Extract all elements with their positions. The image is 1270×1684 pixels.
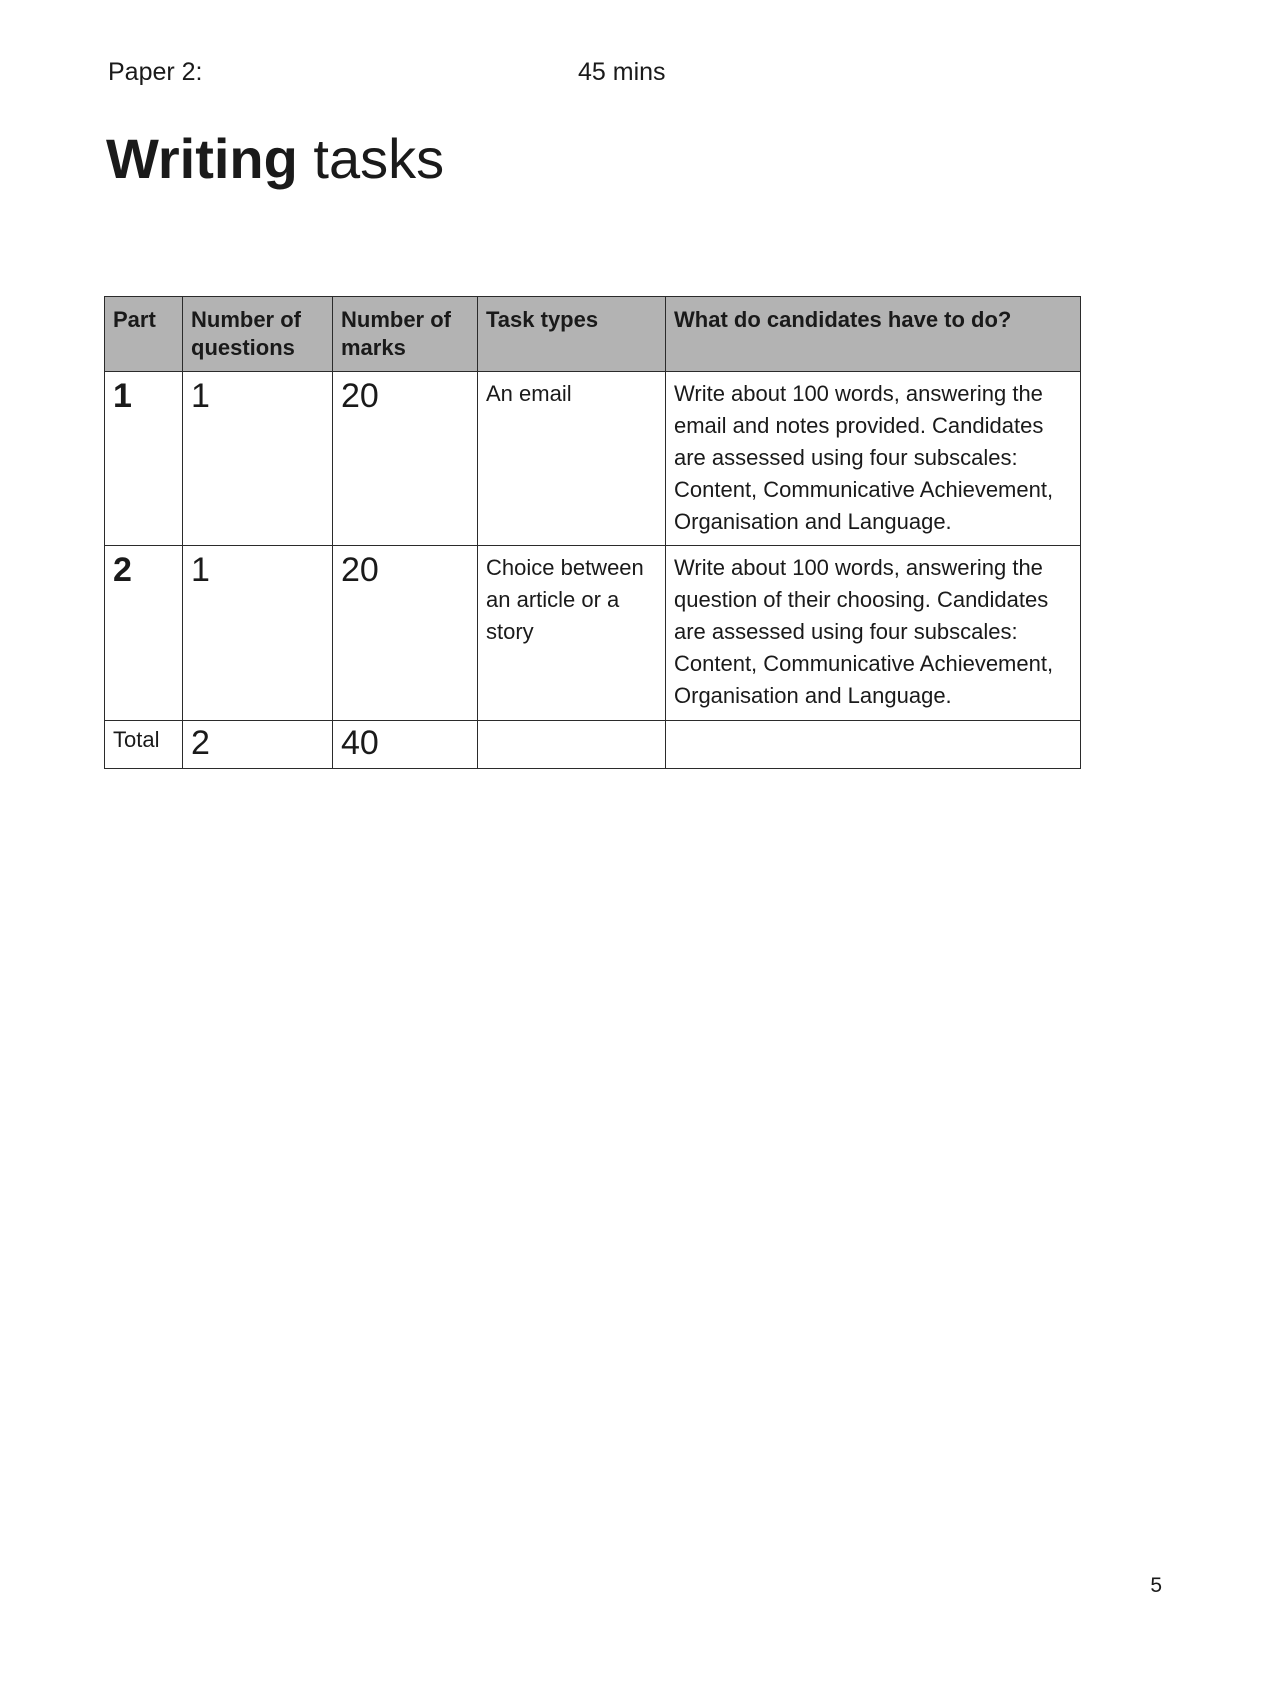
page-number: 5 bbox=[1150, 1574, 1162, 1597]
cell-part: 1 bbox=[105, 372, 183, 546]
page-title-bold: Writing bbox=[106, 127, 298, 190]
paper-label: Paper 2: bbox=[108, 58, 203, 86]
column-header-number-of-marks: Number of marks bbox=[333, 297, 478, 372]
cell-total-task-types bbox=[478, 720, 666, 768]
cell-total-description bbox=[666, 720, 1081, 768]
table-total-row bbox=[105, 720, 1081, 768]
table-row bbox=[105, 372, 1081, 546]
cell-total-label: Total bbox=[105, 720, 183, 768]
column-header-number-of-questions: Number of questions bbox=[183, 297, 333, 372]
page-header bbox=[108, 58, 1108, 87]
cell-total-questions: 2 bbox=[183, 720, 333, 768]
cell-task-types: Choice between an article or a story bbox=[478, 546, 666, 720]
table-row bbox=[105, 546, 1081, 720]
paper-duration: 45 mins bbox=[578, 58, 666, 86]
cell-description: Write about 100 words, answering the email and notes provided. Candidates are assessed using four subscales: Content, Communicative Achievement, Organisation and Language. bbox=[666, 372, 1081, 546]
cell-marks: 20 bbox=[333, 546, 478, 720]
cell-total-marks: 40 bbox=[333, 720, 478, 768]
cell-questions: 1 bbox=[183, 546, 333, 720]
column-header-task-types: Task types bbox=[478, 297, 666, 372]
column-header-what-do-candidates-have-to-do: What do candidates have to do? bbox=[666, 297, 1081, 372]
page-title-light: tasks bbox=[297, 127, 445, 190]
page-title bbox=[106, 128, 444, 190]
table-header-row bbox=[105, 297, 1081, 372]
cell-task-types: An email bbox=[478, 372, 666, 546]
writing-tasks-table bbox=[104, 296, 1081, 769]
cell-marks: 20 bbox=[333, 372, 478, 546]
cell-questions: 1 bbox=[183, 372, 333, 546]
cell-part: 2 bbox=[105, 546, 183, 720]
cell-description: Write about 100 words, answering the question of their choosing. Candidates are assessed using four subscales: Content, Communicative Achievement, Organisation and Language. bbox=[666, 546, 1081, 720]
column-header-part: Part bbox=[105, 297, 183, 372]
